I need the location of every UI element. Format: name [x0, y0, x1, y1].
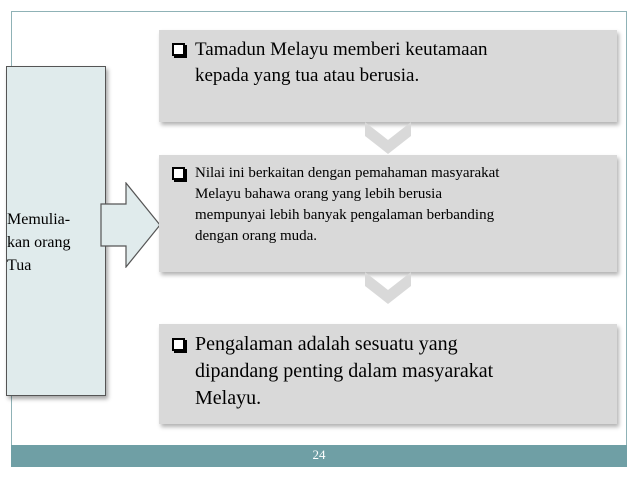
right-arrow-icon	[100, 182, 162, 268]
page-number: 24	[312, 447, 326, 462]
checkbox-icon	[172, 338, 185, 351]
chevron-down-icon	[365, 270, 411, 306]
bullet-text-3: Pengalaman adalah sesuatu yang dipandang penting dalam masyarakat Melayu.	[195, 333, 494, 409]
bullet-text-2: Nilai ini berkaitan dengan pemahaman masyarakat Melayu bahawa orang yang lebih berusia mempunyai lebih banyak pengalaman berbanding dengan orang muda.	[195, 165, 500, 244]
bullet-text-1: Tamadun Melayu memberi keutamaan kepada yang tua atau berusia.	[195, 39, 488, 86]
checkbox-icon	[172, 43, 185, 56]
left-concept-label: Memulia- kan orang Tua	[7, 211, 71, 274]
chevron-down-icon	[365, 120, 411, 156]
bullet-item-1	[172, 37, 592, 89]
checkbox-icon	[172, 167, 185, 180]
bullet-item-3	[172, 331, 592, 412]
bullet-item-2	[172, 163, 602, 247]
